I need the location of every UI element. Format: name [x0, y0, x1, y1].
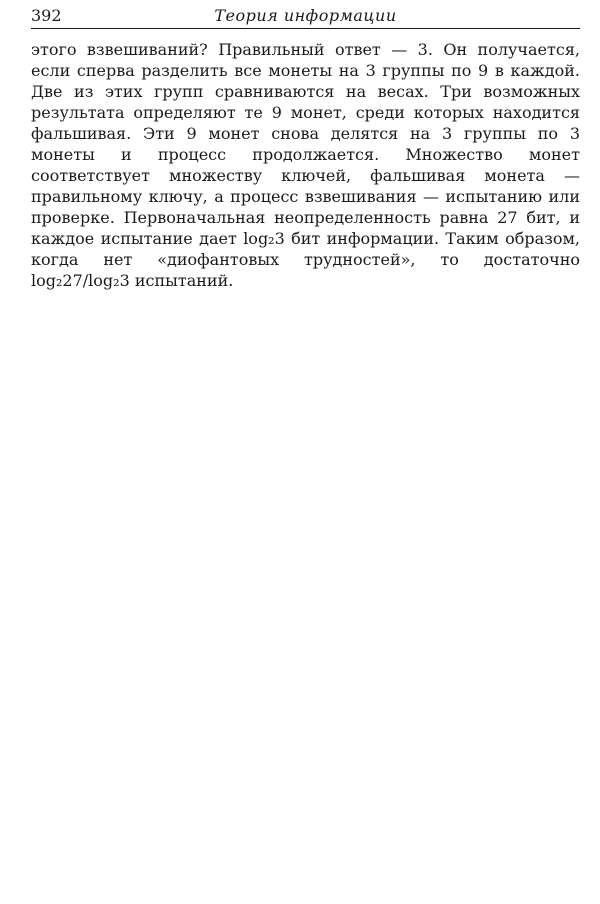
body-text — [31, 39, 580, 291]
running-title: Теория информации — [214, 6, 397, 25]
running-header — [31, 6, 580, 29]
paragraph: этого взвешиваний? Правильный ответ — 3. Он получается, если сперва разделить все монеты на 3 группы по 9 в каждой. Две из этих групп сравниваются на весах. Три возможных результата определяют те 9 монет, среди которых находится фальшивая. Эти 9 монет снова делятся на 3 группы по 3 монеты и процесс продолжается. Множество монет соответствует множеству ключей, фальшивая монета — правильному ключу, а процесс взвешивания — испытанию или проверке. Первоначальная неопределенность равна 27 бит, и каждое испытание дает log₂3 бит информации. Таким образом, когда нет «диофантовых трудностей», то достаточно log₂27/log₂3 испытаний. — [31, 40, 580, 290]
page-number: 392 — [31, 6, 62, 25]
